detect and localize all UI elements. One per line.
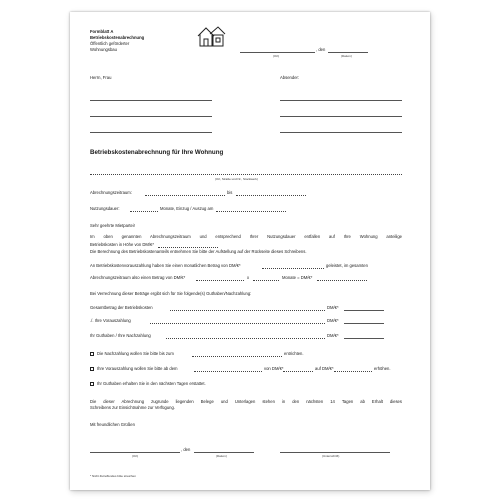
main-heading: Betriebskostenabrechnung für Ihre Wohnung: [90, 149, 224, 156]
option-3-text-a: Ihr Guthaben erhalten Sie in den nächsten Tagen erstattet.: [97, 381, 206, 386]
calc-row-2-unit: DM/€*: [327, 318, 339, 323]
option-2-text-a: Ihre Vorauszahlung wollen Sie bitte ab dem: [97, 366, 178, 371]
usage-date-field[interactable]: [216, 211, 286, 212]
calc-row-3-leader: [166, 338, 325, 339]
paragraph-2b: geleistet, im gesamten: [326, 263, 368, 268]
signature-den: , den: [181, 447, 191, 452]
sender-line-3[interactable]: [280, 132, 402, 133]
signature-date-field[interactable]: [194, 452, 254, 453]
period-prepayment-field[interactable]: [196, 280, 244, 281]
sender-line-2[interactable]: [280, 116, 402, 117]
closing-paragraph-1: Die dieser Abrechnung zugrunde liegenden Belege und Unterlagen stehen in den nächsten 14 Tagen ab Erhalt dieses: [90, 399, 402, 404]
option-3-checkbox[interactable]: [90, 382, 94, 386]
form-subtitle-2: Wohnungsbau: [90, 47, 117, 52]
header-den: , den: [316, 47, 326, 52]
form-label: Formblatt A: [90, 29, 114, 34]
calc-row-2-amount-field[interactable]: [344, 323, 384, 324]
option-2-text-d: erhöhen.: [374, 366, 391, 371]
usage-label: Nutzungsdauer:: [90, 206, 120, 211]
period-to-field[interactable]: [236, 195, 306, 196]
option-1-date-field[interactable]: [192, 356, 282, 357]
paragraph-1b: Betriebskosten in Höhe von DM/€*: [90, 242, 155, 247]
total-costs-field[interactable]: [158, 247, 218, 248]
footnote: * Nicht Zutreffendes bitte streichen: [90, 474, 136, 478]
closing-paragraph-2: Schreibens zur Einsichtnahme zur Verfügung.: [90, 405, 175, 410]
calc-row-3-label: Ihr Guthaben / Ihre Nachzahlung: [90, 333, 151, 338]
recipient-label: Herrn, Frau: [90, 75, 112, 80]
paragraph-3a: Abrechnungszeitraum also einen Betrag von DM/€*: [90, 275, 186, 280]
signature-field[interactable]: [280, 452, 390, 453]
calc-row-2-leader: [150, 323, 325, 324]
salutation: Sehr geehrte Mietpartei!: [90, 223, 135, 228]
paragraph-3c: Monate = DM/€*: [282, 275, 313, 280]
paragraph-1a: Im oben genannten Abrechnungszeitraum und entsprechend Ihrer Nutzungsdauer entfallen auf Ihre Wohnung anteilige: [90, 234, 402, 239]
calc-row-3-amount-field[interactable]: [344, 338, 384, 339]
prepayment-total-field[interactable]: [317, 280, 367, 281]
form-subtitle-1: Öffentlich geförderter: [90, 41, 130, 46]
paragraph-1c: Die Berechnung des Betriebskostenanteils entnehmen Sie bitte der Aufstellung auf der Rückseite dieses Schreibens.: [90, 249, 307, 254]
location-caption: (Ort, Straße und Nr., Stockwerk): [215, 177, 258, 181]
form-title: Betriebskostenabrechnung: [90, 35, 145, 40]
header-place-caption: (Ort): [273, 54, 280, 58]
paragraph-2a: An Betriebskostenvorauszahlung haben Sie einen monatlichen Betrag von DM/€*: [90, 263, 241, 268]
option-1-checkbox[interactable]: [90, 352, 94, 356]
usage-months-field[interactable]: [130, 211, 158, 212]
location-field[interactable]: [90, 174, 402, 175]
recipient-line-1[interactable]: [90, 100, 212, 101]
period-from-field[interactable]: [145, 195, 225, 196]
sender-label: Absender:: [280, 75, 300, 80]
header-date-caption: (Datum): [341, 54, 352, 58]
recipient-line-2[interactable]: [90, 116, 212, 117]
option-2-text-b: von DM/€*: [264, 366, 284, 371]
signature-caption: (Unterschrift): [322, 454, 340, 458]
option-2-checkbox[interactable]: [90, 367, 94, 371]
period-label: Abrechnungszeitraum:: [90, 190, 132, 195]
signature-date-caption: (Datum): [216, 454, 227, 458]
calc-row-2-label: ./. Ihre Vorauszahlung: [90, 318, 131, 323]
recipient-line-3[interactable]: [90, 132, 212, 133]
greeting: Mit freundlichen Grüßen: [90, 422, 135, 427]
months-count-field[interactable]: [253, 280, 279, 281]
monthly-prepayment-field[interactable]: [262, 268, 324, 269]
period-to-label: bis: [227, 190, 233, 195]
calc-row-3-unit: DM/€*: [327, 333, 339, 338]
option-2-to-field[interactable]: [334, 371, 372, 372]
signature-place-field[interactable]: [90, 452, 180, 453]
option-2-date-field[interactable]: [194, 371, 262, 372]
sender-line-1[interactable]: [280, 100, 402, 101]
option-1-text-a: Die Nachzahlung wollen Sie bitte bis zum: [97, 351, 174, 356]
usage-text: Monate, Einzug / Auszug am: [160, 206, 214, 211]
calc-row-1-label: Gesamtbetrag der Betriebskosten: [90, 305, 153, 310]
option-2-from-field[interactable]: [283, 371, 313, 372]
calc-row-1-leader: [170, 310, 325, 311]
form-sheet: [70, 12, 430, 490]
option-2-text-c: auf DM/€*: [315, 366, 334, 371]
option-1-text-b: entrichten.: [284, 351, 304, 356]
calc-row-1-unit: DM/€*: [327, 305, 339, 310]
calc-intro: Bei Verrechnung dieser Beträge ergibt sich für Sie folgende(s) Guthaben/Nachzahlung:: [90, 291, 252, 296]
house-logo-icon: [196, 24, 226, 50]
calc-row-1-amount-field[interactable]: [344, 310, 384, 311]
paragraph-3b: x: [247, 275, 250, 280]
signature-place-caption: (Ort): [132, 454, 139, 458]
